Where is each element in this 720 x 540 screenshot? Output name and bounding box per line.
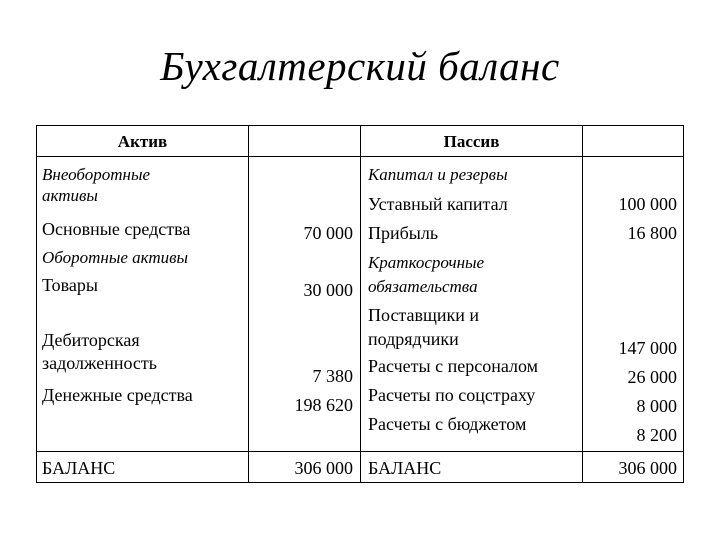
page-title: Бухгалтерский баланс	[160, 43, 560, 89]
aktiv-osnovnye-sredstva: Основные средства	[42, 219, 191, 239]
aktiv-balans: БАЛАНС	[42, 458, 116, 478]
aktiv-denezhnye-sredstva: Денежные средства	[42, 385, 193, 405]
aktiv-vneoborotnye: Внеоборотные активы	[42, 165, 151, 205]
aktiv-debitorskaya: Дебиторская задолженность	[42, 330, 157, 373]
value-sotsstrakh: 8 000	[636, 396, 677, 416]
value-debitorskaya: 7 380	[312, 366, 353, 386]
header-aktiv: Актив	[117, 132, 168, 151]
passiv-postavshchiki: Поставщики и подрядчики	[368, 305, 480, 349]
passiv-kapital: Капитал и резервы	[368, 165, 508, 184]
value-aktiv-balans: 306 000	[294, 458, 353, 478]
passiv-ustavnyi: Уставный капитал	[368, 194, 508, 214]
header-passiv: Пассив	[443, 132, 500, 151]
passiv-byudzhet: Расчеты с бюджетом	[368, 414, 527, 434]
value-denezhnye-sredstva: 198 620	[294, 395, 353, 415]
header-cell-aktiv-value	[248, 125, 361, 157]
passiv-kratkosrochnye: Краткосрочные обязательства	[368, 253, 485, 296]
value-personal: 26 000	[627, 367, 677, 387]
value-passiv-balans: 306 000	[618, 458, 677, 478]
value-osnovnye-sredstva: 70 000	[303, 223, 353, 243]
value-tovary: 30 000	[303, 280, 353, 300]
header-cell-passiv-value	[582, 125, 684, 157]
value-ustavnyi: 100 000	[618, 194, 677, 214]
passiv-balans: БАЛАНС	[368, 458, 442, 478]
value-pribyl: 16 800	[627, 223, 677, 243]
value-byudzhet: 8 200	[636, 425, 677, 445]
value-postavshchiki: 147 000	[618, 338, 677, 358]
passiv-personal: Расчеты с персоналом	[368, 356, 539, 376]
passiv-pribyl: Прибыль	[368, 223, 439, 243]
passiv-sotsstrakh: Расчеты по соцстраху	[368, 385, 536, 405]
aktiv-oborotnye: Оборотные активы	[42, 248, 189, 267]
aktiv-tovary: Товары	[42, 275, 98, 295]
